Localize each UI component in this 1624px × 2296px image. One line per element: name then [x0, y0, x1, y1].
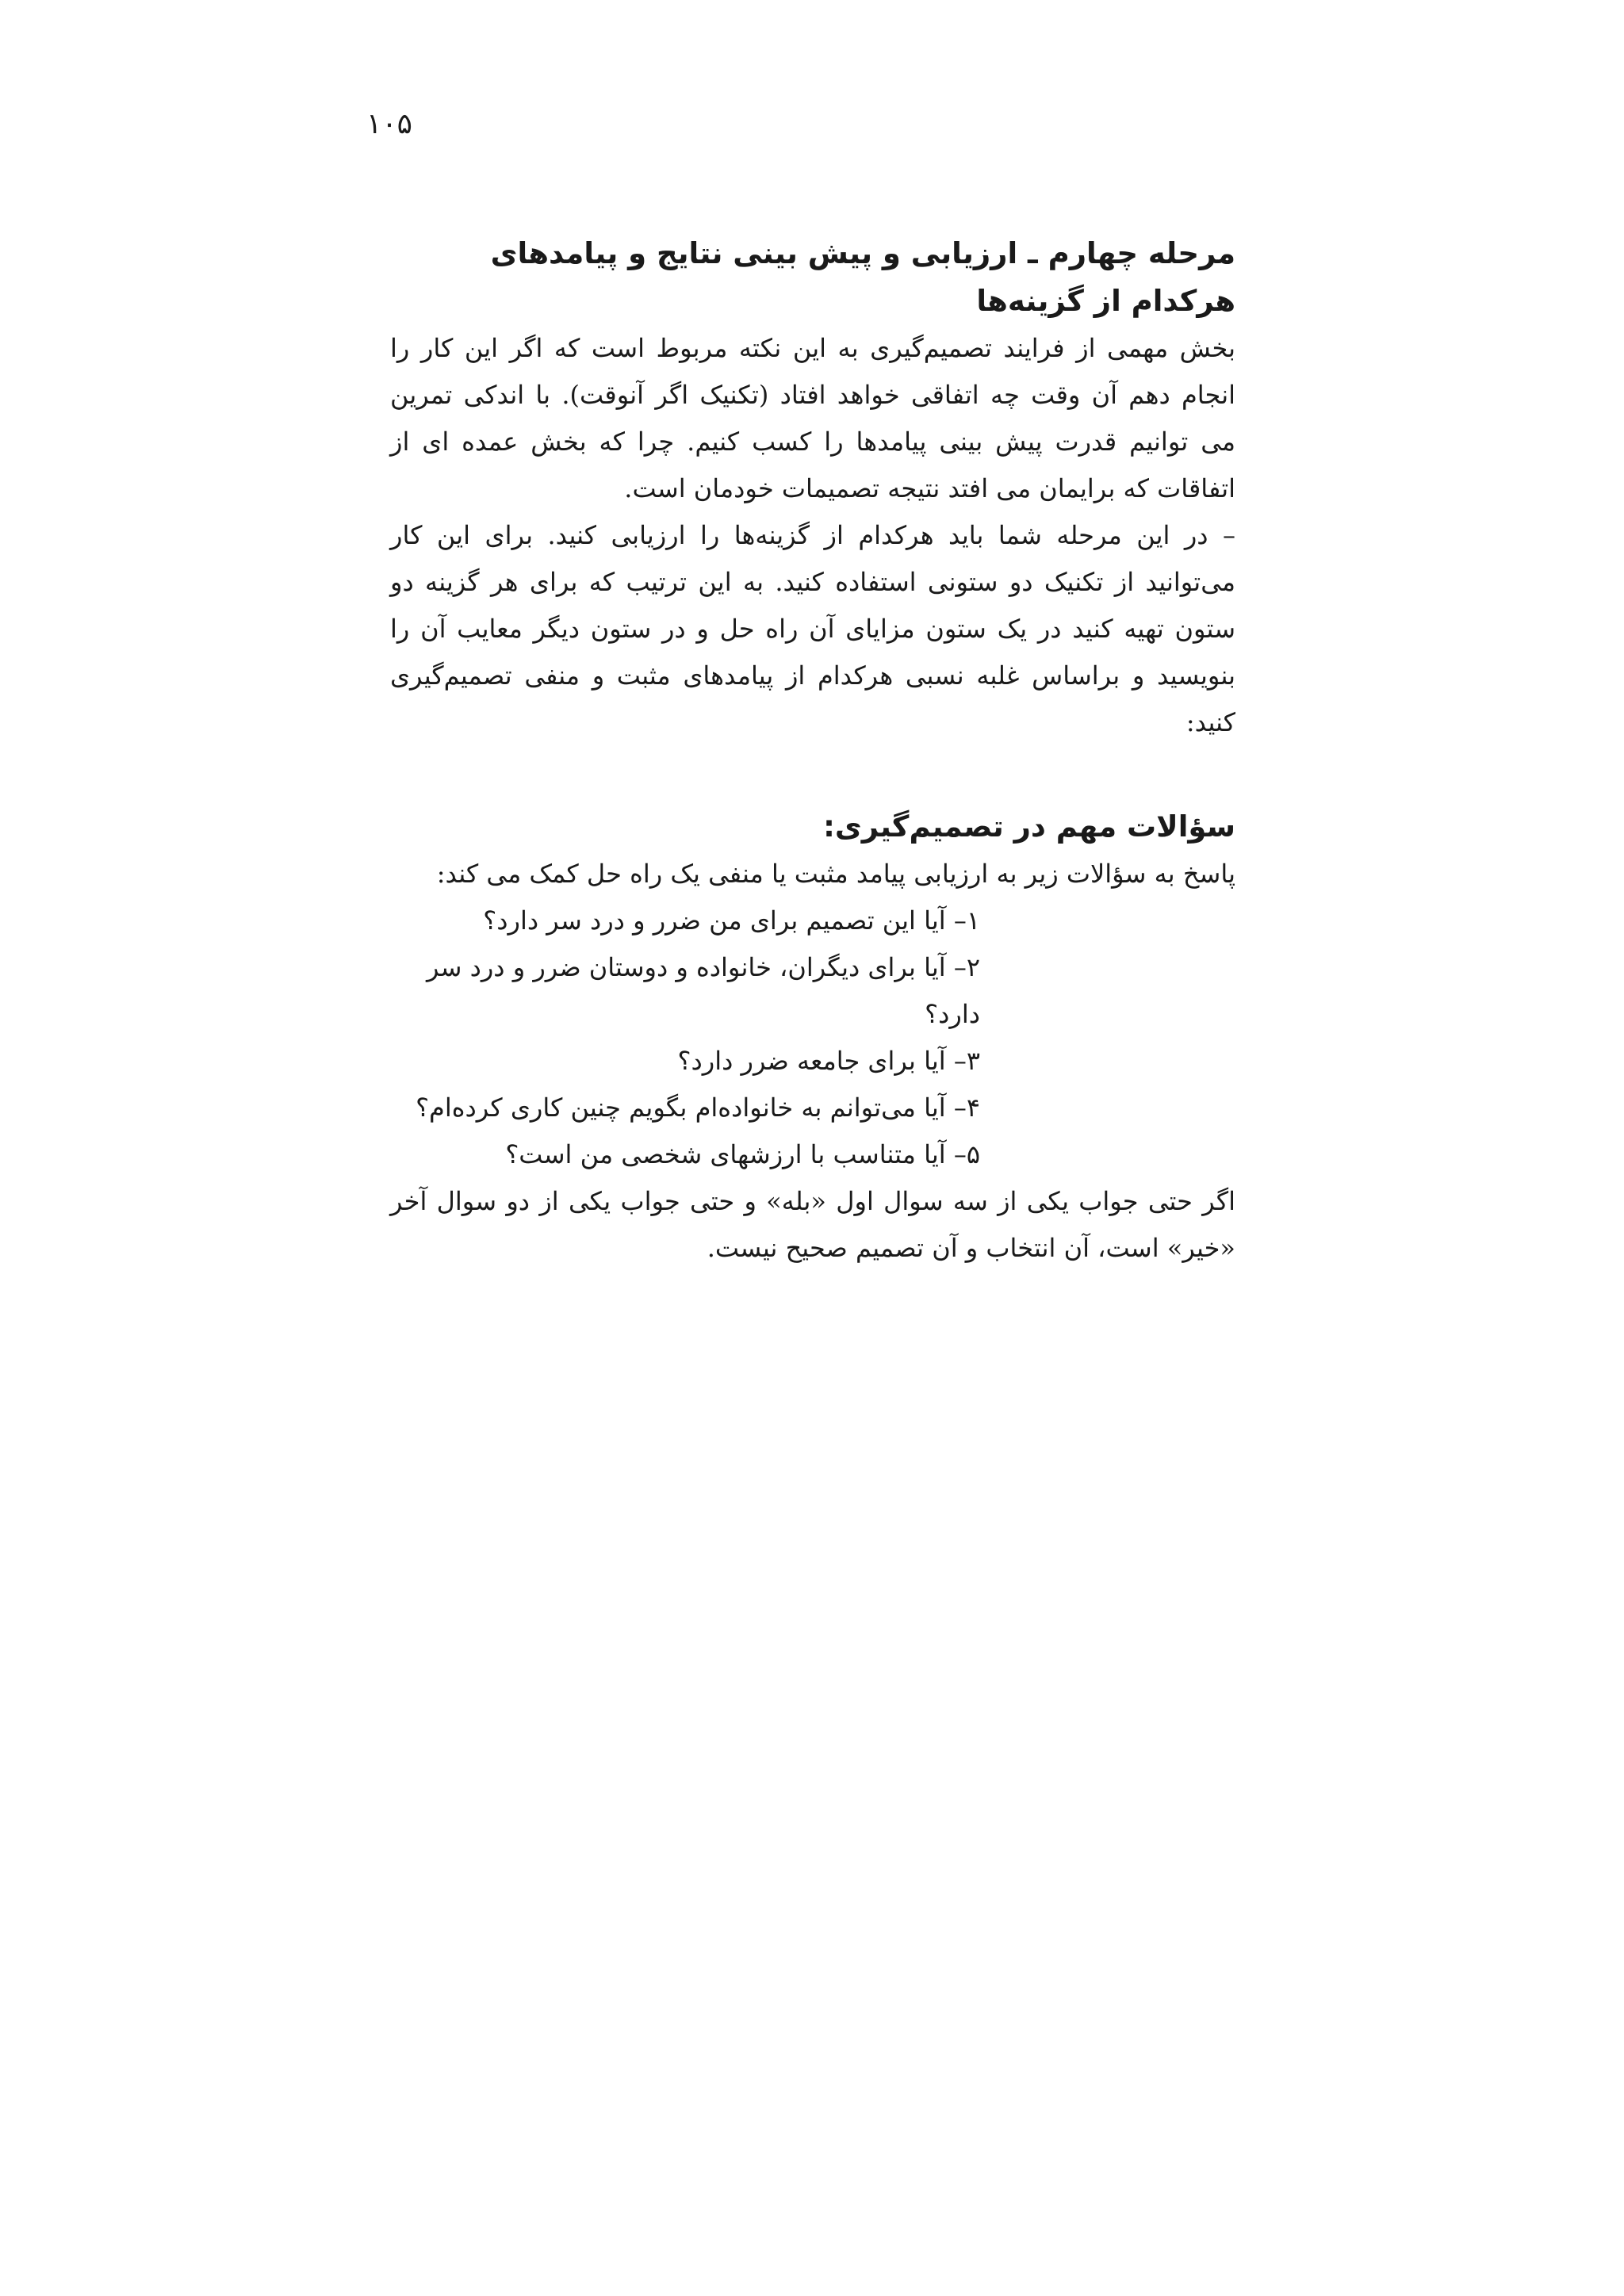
body-paragraph: – در این مرحله شما باید هرکدام از گزینه‌ها را ارزیابی کنید. برای این کار می‌توانید از تکنیک دو ستونی استفاده کنید. به این ترتیب که برای هر گزینه دو ستون تهیه کنید در یک ستون مزایای آن راه حل و در ستون دیگر معایب آن را بنویسید و براساس غلبه نسبی هرکدام از پیامدهای مثبت و منفی تصمیم‌گیری کنید:	[390, 520, 1236, 737]
question-list	[390, 897, 1235, 1178]
body-paragraph: بخش مهمی از فرایند تصمیم‌گیری به این نکته مربوط است که اگر این کار را انجام دهم آن وقت چه اتفاقی خواهد افتاد (تکنیک اگر آنوقت). با اندکی تمرین می توانیم قدرت پیش بینی پیامدها را کسب کنیم. چرا که بخش عمده ای از اتفاقات که برایمان می افتد نتیجه تصمیمات خودمان است.	[390, 333, 1235, 503]
question-item: ۱– آیا این تصمیم برای من ضرر و درد سر دارد؟	[483, 905, 980, 936]
section-heading: سؤالات مهم در تصمیم‌گیری:	[823, 809, 1235, 844]
page-number: ۱۰۵	[366, 108, 413, 140]
page-content	[390, 230, 1235, 1272]
question-item: ۵– آیا متناسب با ارزشهای شخصی من است؟	[505, 1139, 980, 1169]
conclusion-paragraph: اگر حتی جواب یکی از سه سوال اول «بله» و حتی جواب یکی از دو سوال آخر «خیر» است، آن انتخاب و آن تصمیم صحیح نیست.	[390, 1186, 1235, 1263]
section-heading: مرحله چهارم ـ ارزیابی و پیش بینی نتایج و پیامدهای هرکدام از گزینه‌ها	[490, 236, 1235, 318]
intro-paragraph: پاسخ به سؤالات زیر به ارزیابی پیامد مثبت یا منفی یک راه حل کمک می کند:	[436, 859, 1235, 889]
section-evaluation	[390, 230, 1235, 746]
question-item: ۲– آیا برای دیگران، خانواده و دوستان ضرر و درد سر دارد؟	[426, 952, 980, 1029]
section-questions	[390, 803, 1235, 1272]
question-item: ۴– آیا می‌توانم به خانواده‌ام بگویم چنین کاری کرده‌ام؟	[416, 1093, 980, 1123]
question-item: ۳– آیا برای جامعه ضرر دارد؟	[677, 1046, 980, 1076]
